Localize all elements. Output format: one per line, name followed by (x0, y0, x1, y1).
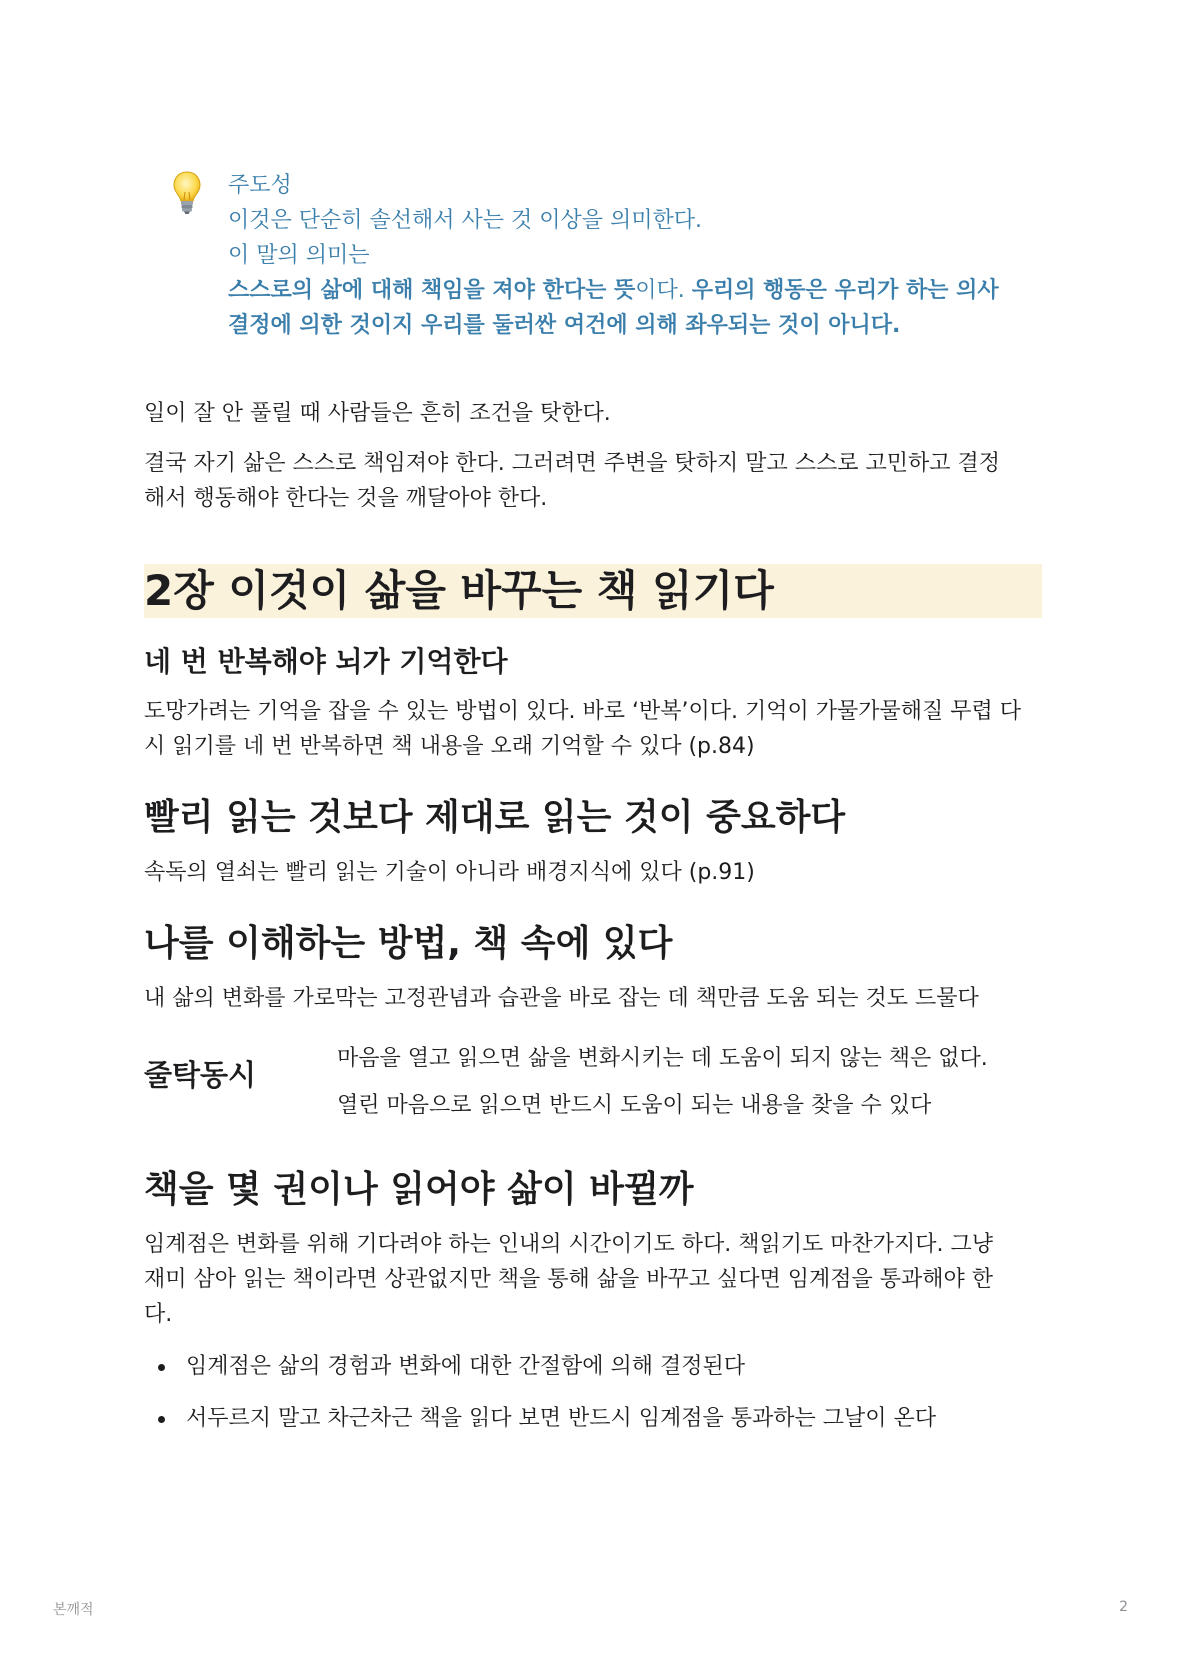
callout-after-bold-1: 이다. (635, 278, 692, 303)
page-number: 2 (1119, 1599, 1128, 1615)
callout-line-1: 이것은 단순히 솔선해서 사는 것 이상을 의미한다. (228, 208, 702, 233)
quote-line-1: 마음을 열고 읽으면 삶을 변화시키는 데 도움이 되지 않는 책은 없다. (337, 1046, 988, 1071)
callout-bold-2: 우리의 행동은 우리가 하는 의사 (691, 278, 999, 303)
callout-bold-1: 스스로의 삶에 대해 책임을 져야 한다는 뜻 (228, 278, 636, 303)
lightbulb-icon (172, 170, 202, 216)
section-heading-1: 네 번 반복해야 뇌가 기억한다 (144, 645, 508, 678)
section-2-line-1: 속독의 열쇠는 빨리 읽는 기술이 아니라 배경지식에 있다 (p.91) (144, 860, 755, 885)
list-item (144, 1401, 1044, 1436)
paragraph-2-line-2: 해서 행동해야 한다는 것을 깨달아야 한다. (144, 486, 548, 511)
chapter-heading-highlight (144, 564, 1042, 618)
callout-line-3 (228, 273, 1028, 308)
section-heading-2: 빨리 읽는 것보다 제대로 읽는 것이 중요하다 (144, 797, 846, 838)
list-item-text: 서두르지 말고 차근차근 책을 읽다 보면 반드시 임계점을 통과하는 그날이 온다 (186, 1406, 936, 1431)
quote-line-2: 열린 마음으로 읽으면 반드시 도움이 되는 내용을 찾을 수 있다 (337, 1093, 932, 1118)
section-4-line-3: 다. (144, 1302, 173, 1327)
section-3-line-1: 내 삶의 변화를 가로막는 고정관념과 습관을 바로 잡는 데 책만큼 도움 되는 것도 드물다 (144, 986, 979, 1011)
callout-line-2: 이 말의 의미는 (228, 243, 370, 268)
paragraph-1: 일이 잘 안 풀릴 때 사람들은 흔히 조건을 탓한다. (144, 401, 611, 426)
callout-bold-3: 결정에 의한 것이지 우리를 둘러싼 여건에 의해 좌우되는 것이 아니다. (228, 313, 901, 338)
section-heading-3: 나를 이해하는 방법, 책 속에 있다 (144, 923, 673, 964)
quote-term: 줄탁동시 (144, 1058, 257, 1092)
section-1-line-1: 도망가려는 기억을 잡을 수 있는 방법이 있다. 바로 ‘반복’이다. 기억이 가물가물해질 무렵 다 (144, 699, 1021, 724)
callout-text (228, 168, 1028, 343)
bullet-icon (158, 1364, 165, 1371)
section-4-line-2: 재미 삼아 읽는 책이라면 상관없지만 책을 통해 삶을 바꾸고 싶다면 임계점을 통과해야 한 (144, 1267, 993, 1292)
list-item (144, 1349, 1044, 1384)
chapter-title: 2장 이것이 삶을 바꾸는 책 읽기다 (144, 566, 774, 615)
section-1-line-2: 시 읽기를 네 번 반복하면 책 내용을 오래 기억할 수 있다 (p.84) (144, 734, 755, 759)
paragraph-2-line-1: 결국 자기 삶은 스스로 책임져야 한다. 그러려면 주변을 탓하지 말고 스스로 고민하고 결정 (144, 451, 1000, 476)
section-4-line-1: 임계점은 변화를 위해 기다려야 하는 인내의 시간이기도 하다. 책읽기도 마찬가지다. 그냥 (144, 1232, 993, 1257)
footer-title: 본깨적 (53, 1602, 94, 1618)
callout-title: 주도성 (228, 173, 292, 198)
bullet-icon (158, 1416, 165, 1423)
section-heading-4: 책을 몇 권이나 읽어야 삶이 바뀔까 (144, 1169, 694, 1210)
list-item-text: 임계점은 삶의 경험과 변화에 대한 간절함에 의해 결정된다 (186, 1354, 746, 1379)
bullet-list (144, 1349, 1044, 1453)
